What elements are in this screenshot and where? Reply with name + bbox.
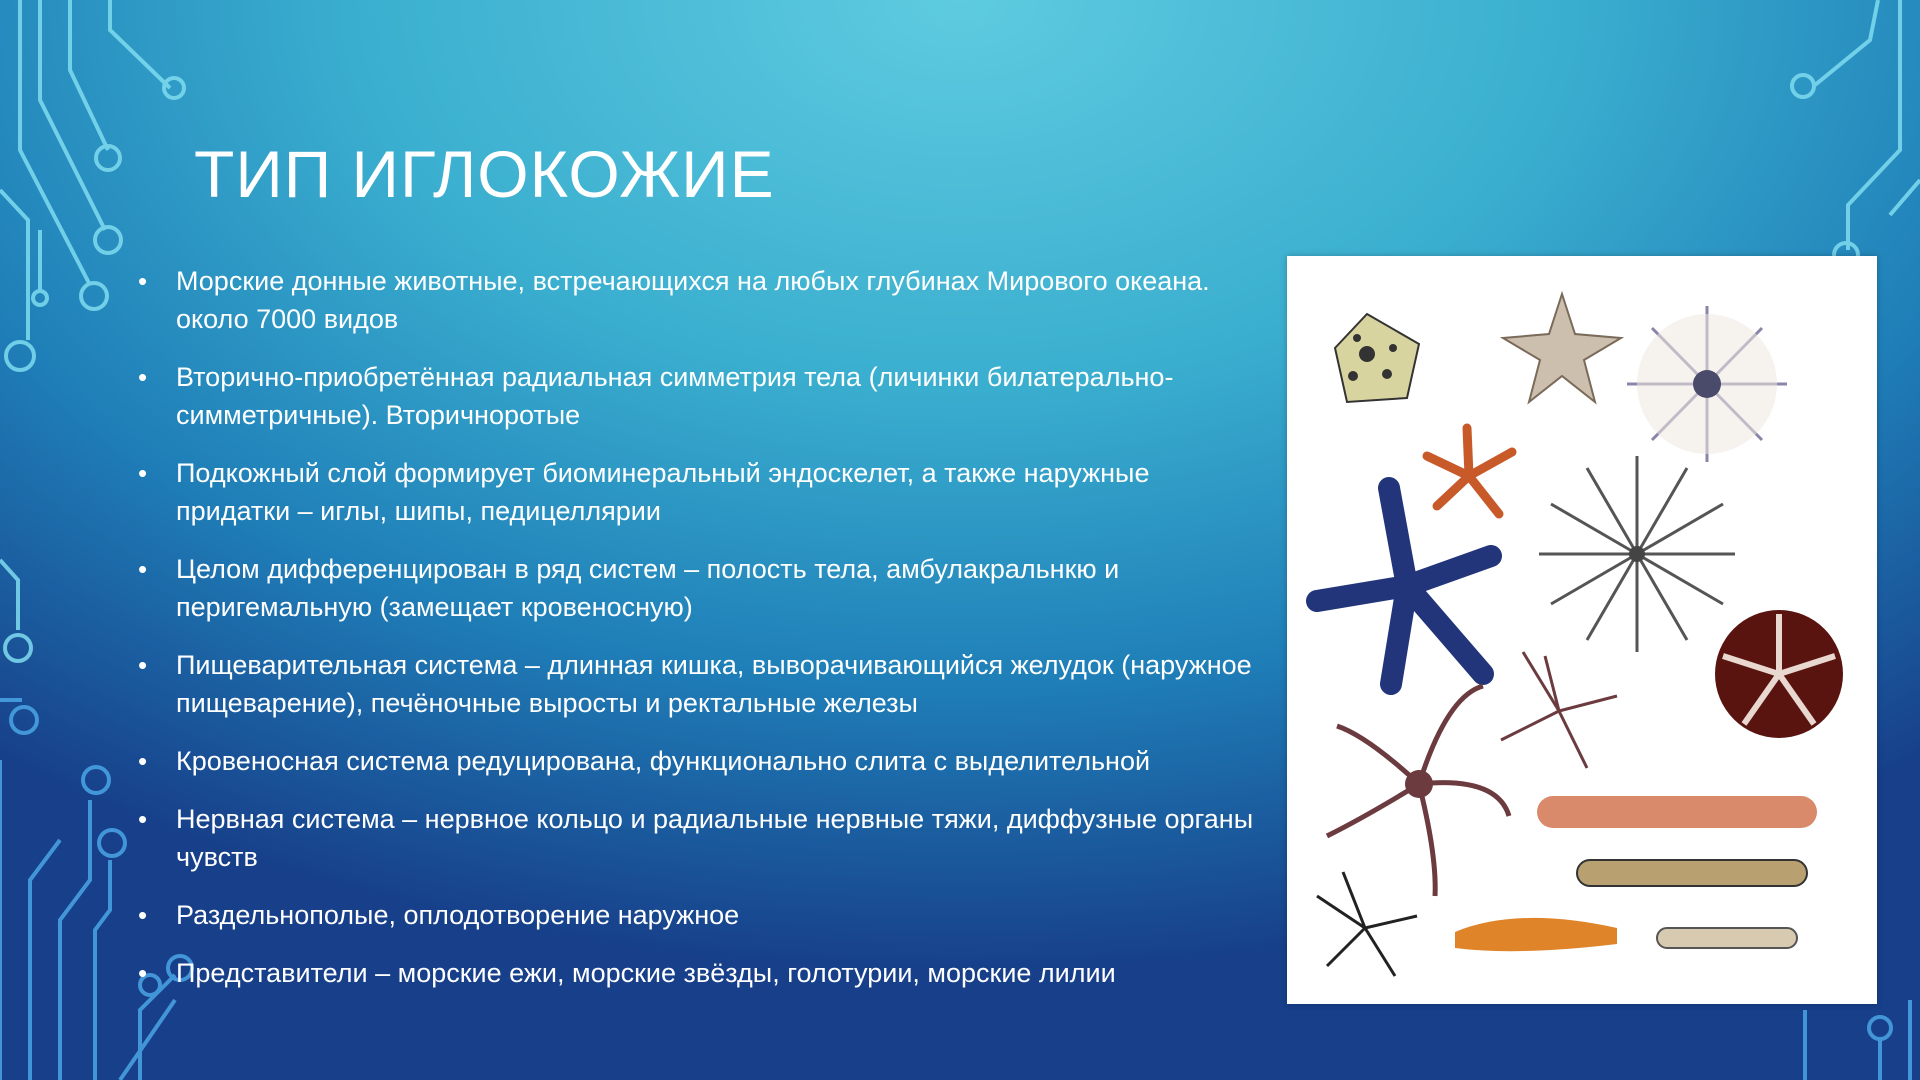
bullet-marker: • xyxy=(138,362,148,392)
bullet-text: Целом дифференцирован в ряд систем – полость тела, амбулакральнкю и перигемальную (замещает кровеносную) xyxy=(176,554,1120,622)
bullet-text: Нервная система – нервное кольцо и радиальные нервные тяжи, диффузные органы чувств xyxy=(176,804,1254,872)
bullet-text: Пищеварительная система – длинная кишка, выворачивающийся желудок (наружное пищеварение), печёночные выросты и ректальные железы xyxy=(176,650,1252,718)
bullet-marker: • xyxy=(138,458,148,488)
bullet-item xyxy=(138,896,1268,934)
slide-title: ТИП ИГЛОКОЖИЕ xyxy=(194,137,775,211)
bullet-text: Подкожный слой формирует биоминеральный эндоскелет, а также наружные придатки – иглы, шипы, педицеллярии xyxy=(176,458,1150,526)
bullet-item xyxy=(138,954,1268,992)
bullet-marker: • xyxy=(138,900,148,930)
bullet-marker: • xyxy=(138,746,148,776)
bullet-item xyxy=(138,454,1268,530)
bullet-text: Представители – морские ежи, морские звёзды, голотурии, морские лилии xyxy=(176,958,1116,988)
echinoderms-illustration xyxy=(1287,256,1877,1004)
bullet-item xyxy=(138,358,1268,434)
bullet-text: Морские донные животные, встречающихся на любых глубинах Мирового океана. около 7000 видов xyxy=(176,266,1210,334)
bullet-item xyxy=(138,742,1268,780)
bullet-marker: • xyxy=(138,266,148,296)
bullet-text: Вторично-приобретённая радиальная симметрия тела (личинки билатерально-симметричные). Вторичноротые xyxy=(176,362,1174,430)
bullet-item xyxy=(138,646,1268,722)
bullet-item xyxy=(138,262,1268,338)
bullet-item xyxy=(138,550,1268,626)
bullet-marker: • xyxy=(138,804,148,834)
bullet-marker: • xyxy=(138,554,148,584)
bullet-text: Раздельнополые, оплодотворение наружное xyxy=(176,900,740,930)
echinoderms-illustration-icon xyxy=(1287,256,1877,1004)
bullet-text: Кровеносная система редуцирована, функционально слита с выделительной xyxy=(176,746,1151,776)
bullet-list xyxy=(138,262,1268,1012)
bullet-marker: • xyxy=(138,650,148,680)
bullet-item xyxy=(138,800,1268,876)
bullet-marker: • xyxy=(138,958,148,988)
